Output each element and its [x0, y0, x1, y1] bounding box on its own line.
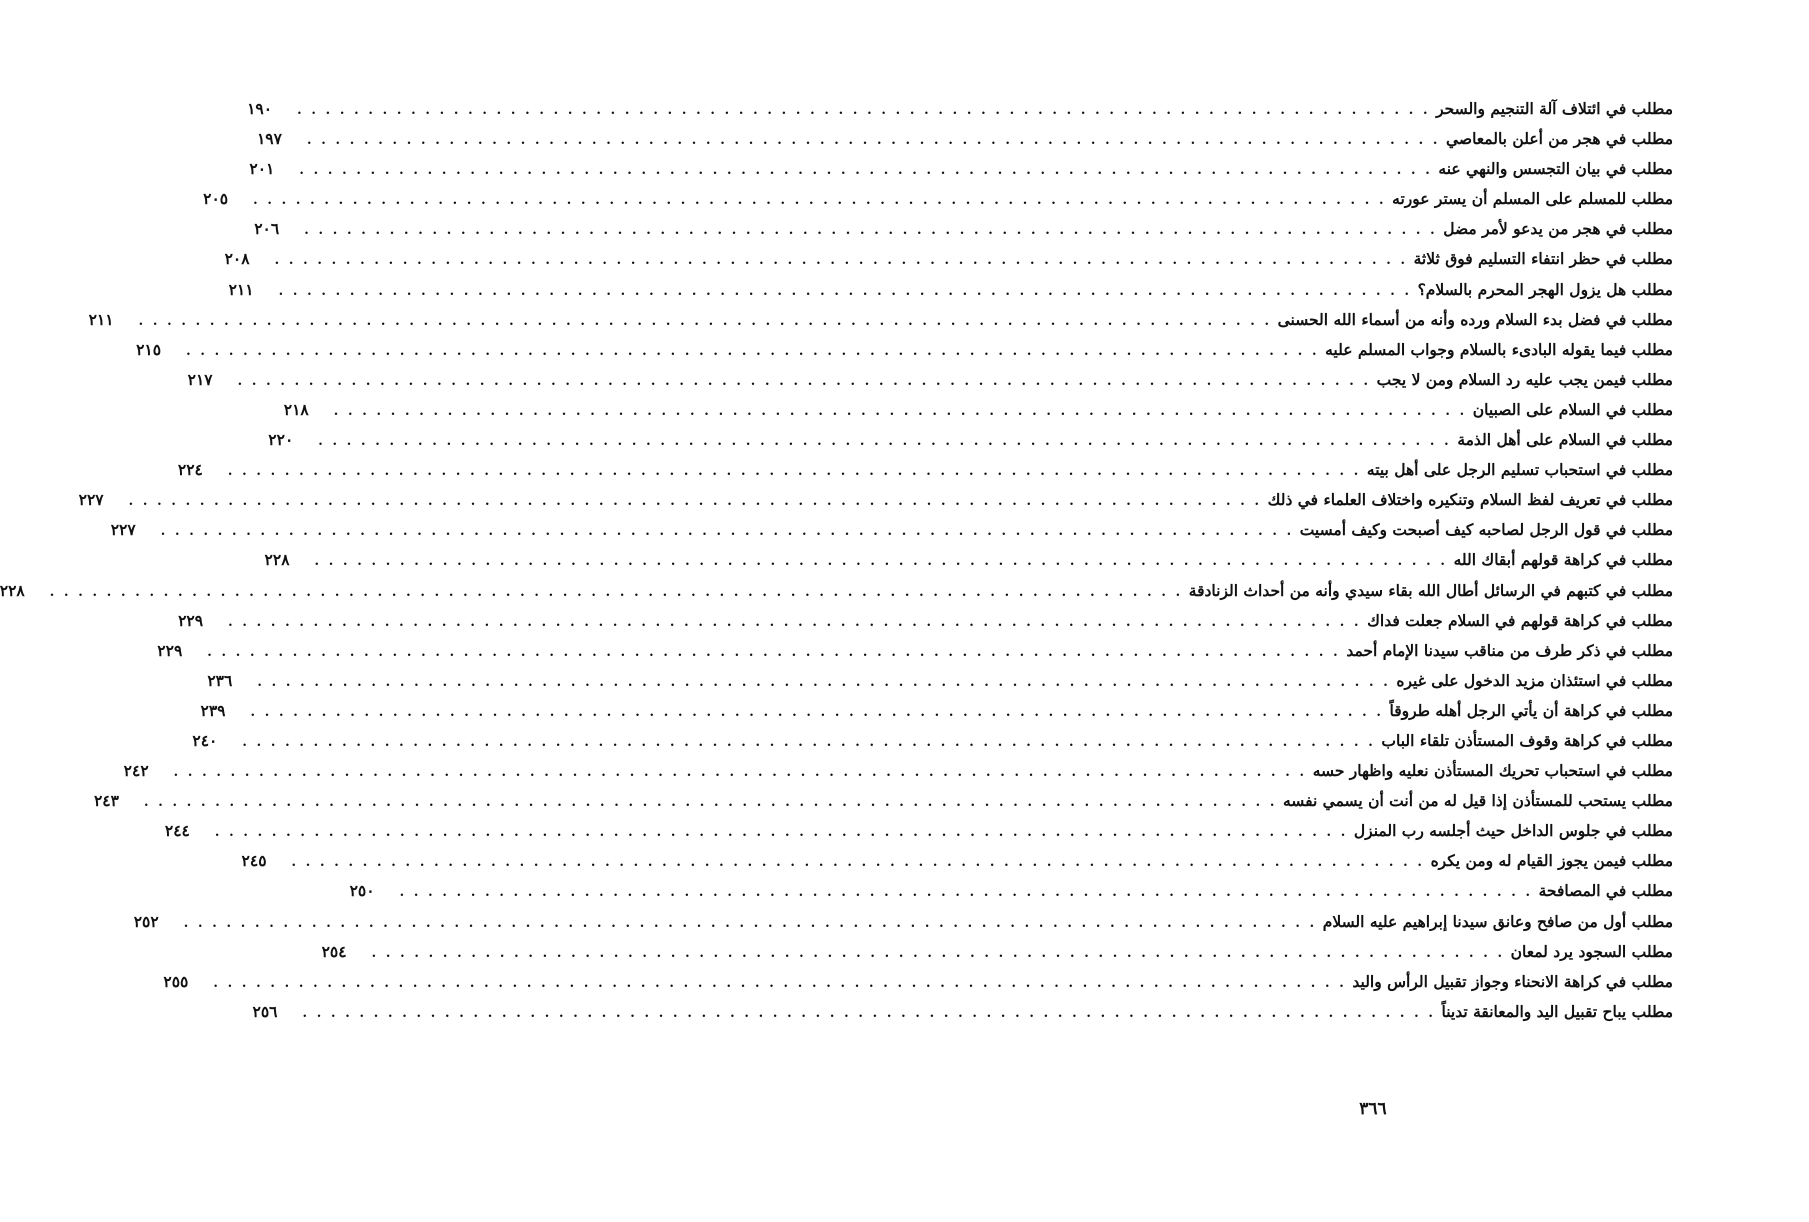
dot-leader: . . . . . . . . . . . . . . . . . . . . . . . . . . . . . . . . . . . . . . . . . . . . . . . . . . . . . . . . . . . . . . . . . . . . . . . . . . . . . . . .	[257, 674, 1391, 690]
dot-leader: . . . . . . . . . . . . . . . . . . . . . . . . . . . . . . . . . . . . . . . . . . . . . . . . . . . . . . . . . . . . . . . . . . . . . . . . . . . . . . . .	[299, 163, 1433, 179]
dot-leader: . . . . . . . . . . . . . . . . . . . . . . . . . . . . . . . . . . . . . . . . . . . . . . . . . . . . . . . . . . . . . . . . . . . . . . . . . . . . . . . .	[213, 975, 1347, 991]
dot-leader: . . . . . . . . . . . . . . . . . . . . . . . . . . . . . . . . . . . . . . . . . . . . . . . . . . . . . . . . . . . . . . . . . . . . . . . . . . . . . . . .	[138, 313, 1272, 329]
toc-entry-title: مطلب في استئذان مزيد الدخول على غيره	[1396, 670, 1673, 690]
dot-leader: . . . . . . . . . . . . . . . . . . . . . . . . . . . . . . . . . . . . . . . . . . . . . . . . . . . . . . . . . . . . . . . . . . . . . . . . . . . . . . . .	[318, 434, 1452, 450]
dot-leader: . . . . . . . . . . . . . . . . . . . . . . . . . . . . . . . . . . . . . . . . . . . . . . . . . . . . . . . . . . . . . . . . . . . . . . . . . . . . . . . .	[304, 223, 1438, 239]
toc-entry-title: مطلب في المصافحة	[1538, 881, 1673, 901]
toc-entry-title: مطلب فيمن يجب عليه رد السلام ومن لا يجب	[1376, 369, 1673, 389]
toc-entry-page: ٢١٥	[136, 339, 162, 359]
toc-entry-page: ٢٣٦	[207, 670, 233, 690]
toc-entry-page: ١٩٠	[247, 99, 273, 118]
dot-leader: . . . . . . . . . . . . . . . . . . . . . . . . . . . . . . . . . . . . . . . . . . . . . . . . . . . . . . . . . . . . . . . . . . . . . . . . . . . . . . . .	[253, 193, 1387, 209]
toc-entry-title: مطلب فيمن يجوز القيام له ومن يكره	[1430, 851, 1673, 871]
toc-entry-page: ٢٤٠	[192, 730, 218, 750]
toc-entry-title: مطلب في السلام على أهل الذمة	[1457, 430, 1673, 450]
toc-entry	[163, 967, 1673, 997]
toc-entry-page: ٢٢٨	[264, 550, 290, 570]
toc-entry	[110, 515, 1673, 545]
toc-entry	[192, 726, 1673, 756]
toc-entry	[247, 94, 1673, 124]
toc-entry-title: مطلب أول من صافح وعانق سيدنا إبراهيم عليه السلام	[1322, 911, 1673, 931]
toc-entry	[254, 214, 1673, 244]
toc-entry-title: مطلب في بيان التجسس والنهي عنه	[1438, 159, 1673, 179]
toc-entry	[88, 305, 1673, 335]
dot-leader: . . . . . . . . . . . . . . . . . . . . . . . . . . . . . . . . . . . . . . . . . . . . . . . . . . . . . . . . . . . . . . . . . . . . . . . . . . . . . . . .	[128, 494, 1262, 510]
dot-leader: . . . . . . . . . . . . . . . . . . . . . . . . . . . . . . . . . . . . . . . . . . . . . . . . . . . . . . . . . . . . . . . . . . . . . . . . . . . . . . . .	[228, 614, 1362, 630]
dot-leader: . . . . . . . . . . . . . . . . . . . . . . . . . . . . . . . . . . . . . . . . . . . . . . . . . . . . . . . . . . . . . . . . . . . . . . . . . . . . . . . .	[291, 855, 1425, 871]
toc-entry-title: مطلب في كراهة الانحناء وجواز تقبيل الرأس واليد	[1352, 971, 1673, 991]
toc-entry-page: ٢٥٢	[133, 911, 159, 931]
dot-leader: . . . . . . . . . . . . . . . . . . . . . . . . . . . . . . . . . . . . . . . . . . . . . . . . . . . . . . . . . . . . . . . . . . . . . . . . . . . . . . . .	[297, 103, 1431, 118]
toc-entry-page: ٢٢٨	[0, 580, 25, 600]
toc-entry-title: مطلب السجود يرد لمعان	[1510, 941, 1673, 961]
toc-entry-page: ٢٢٩	[178, 610, 204, 630]
toc-entry-title: مطلب في هجر من يدعو لأمر مضل	[1443, 219, 1673, 239]
toc-entry-title: مطلب في السلام على الصبيان	[1472, 399, 1673, 419]
toc-entry	[133, 907, 1673, 937]
toc-entry	[321, 937, 1673, 967]
toc-entry-title: مطلب في جلوس الداخل حيث أجلسه رب المنزل	[1353, 821, 1673, 841]
dot-leader: . . . . . . . . . . . . . . . . . . . . . . . . . . . . . . . . . . . . . . . . . . . . . . . . . . . . . . . . . . . . . . . . . . . . . . . . . . . . . . . .	[237, 373, 1371, 389]
dot-leader: . . . . . . . . . . . . . . . . . . . . . . . . . . . . . . . . . . . . . . . . . . . . . . . . . . . . . . . . . . . . . . . . . . . . . . . . . . . . . . . .	[371, 945, 1505, 961]
toc-entry	[224, 244, 1673, 274]
toc-entry-page: ٢٥٠	[349, 881, 375, 901]
toc-entry-page: ٢٠٥	[203, 189, 229, 209]
toc-entry-page: ٢١١	[88, 309, 114, 329]
toc-entry	[157, 636, 1673, 666]
table-of-contents	[0, 94, 1673, 1027]
toc-entry	[252, 997, 1673, 1027]
dot-leader: . . . . . . . . . . . . . . . . . . . . . . . . . . . . . . . . . . . . . . . . . . . . . . . . . . . . . . . . . . . . . . . . . . . . . . . . . . . . . . . .	[302, 1005, 1436, 1021]
toc-entry-title: مطلب في كراهة أن يأتي الرجل أهله طروقاً	[1389, 700, 1673, 720]
toc-entry	[241, 846, 1673, 876]
toc-entry-page: ٢٢٠	[268, 430, 294, 450]
dot-leader: . . . . . . . . . . . . . . . . . . . . . . . . . . . . . . . . . . . . . . . . . . . . . . . . . . . . . . . . . . . . . . . . . . . . . . . . . . . . . . . .	[314, 554, 1448, 570]
toc-entry-page: ٢٤٥	[241, 851, 267, 871]
toc-entry	[256, 124, 1673, 154]
toc-entry	[187, 365, 1673, 395]
toc-entry-page: ٢٤٢	[123, 761, 149, 781]
toc-entry-title: مطلب يستحب للمستأذن إذا قيل له من أنت أن يسمي نفسه	[1282, 791, 1673, 811]
toc-entry	[136, 335, 1673, 365]
toc-entry-title: مطلب في كراهة قولهم في السلام جعلت فداك	[1367, 610, 1673, 630]
toc-entry	[177, 455, 1673, 485]
toc-entry	[178, 606, 1673, 636]
dot-leader: . . . . . . . . . . . . . . . . . . . . . . . . . . . . . . . . . . . . . . . . . . . . . . . . . . . . . . . . . . . . . . . . . . . . . . . . . . . . . . . .	[250, 704, 1384, 720]
toc-entry	[349, 876, 1673, 906]
toc-entry-page: ٢٥٤	[321, 941, 347, 961]
toc-entry-page: ٢٢٧	[110, 520, 136, 540]
toc-entry-page: ٢٢٧	[78, 490, 104, 510]
toc-entry-page: ٢٥٦	[252, 1001, 278, 1021]
toc-entry-page: ٢٤٣	[93, 791, 119, 811]
dot-leader: . . . . . . . . . . . . . . . . . . . . . . . . . . . . . . . . . . . . . . . . . . . . . . . . . . . . . . . . . . . . . . . . . . . . . . . . . . . . . . . .	[227, 464, 1361, 480]
toc-entry-title: مطلب في استحباب تسليم الرجل على أهل بيته	[1366, 460, 1673, 480]
toc-entry	[268, 425, 1673, 455]
toc-entry-title: مطلب في استحباب تحريك المستأذن نعليه واظهار حسه	[1312, 761, 1673, 781]
toc-entry-page: ٢٣٩	[200, 700, 226, 720]
toc-entry	[283, 395, 1673, 425]
dot-leader: . . . . . . . . . . . . . . . . . . . . . . . . . . . . . . . . . . . . . . . . . . . . . . . . . . . . . . . . . . . . . . . . . . . . . . . . . . . . . . . .	[143, 795, 1277, 811]
toc-entry-page: ٢٤٤	[164, 821, 190, 841]
toc-entry-title: مطلب هل يزول الهجر المحرم بالسلام؟	[1417, 279, 1673, 299]
dot-leader: . . . . . . . . . . . . . . . . . . . . . . . . . . . . . . . . . . . . . . . . . . . . . . . . . . . . . . . . . . . . . . . . . . . . . . . . . . . . . . . .	[242, 734, 1376, 750]
toc-entry-title: مطلب يباح تقبيل اليد والمعانقة تديناً	[1441, 1001, 1673, 1021]
dot-leader: . . . . . . . . . . . . . . . . . . . . . . . . . . . . . . . . . . . . . . . . . . . . . . . . . . . . . . . . . . . . . . . . . . . . . . . . . . . . . . . .	[173, 765, 1307, 781]
dot-leader: . . . . . . . . . . . . . . . . . . . . . . . . . . . . . . . . . . . . . . . . . . . . . . . . . . . . . . . . . . . . . . . . . . . . . . . . . . . . . . . .	[274, 253, 1408, 269]
toc-entry-page: ٢١١	[228, 279, 254, 299]
dot-leader: . . . . . . . . . . . . . . . . . . . . . . . . . . . . . . . . . . . . . . . . . . . . . . . . . . . . . . . . . . . . . . . . . . . . . . . . . . . . . . . .	[207, 644, 1341, 660]
dot-leader: . . . . . . . . . . . . . . . . . . . . . . . . . . . . . . . . . . . . . . . . . . . . . . . . . . . . . . . . . . . . . . . . . . . . . . . . . . . . . . . .	[278, 283, 1412, 299]
toc-entry-page: ٢١٧	[187, 369, 213, 389]
toc-entry-title: مطلب في كراهة وقوف المستأذن تلقاء الباب	[1381, 730, 1673, 750]
toc-entry-page: ٢٢٩	[157, 640, 183, 660]
toc-entry-title: مطلب في هجر من أعلن بالمعاصي	[1446, 129, 1673, 149]
toc-entry-page: ٢٠١	[249, 159, 275, 179]
toc-entry-title: مطلب في كتبهم في الرسائل أطال الله بقاء سيدي وأنه من أحداث الزنادقة	[1188, 580, 1673, 600]
dot-leader: . . . . . . . . . . . . . . . . . . . . . . . . . . . . . . . . . . . . . . . . . . . . . . . . . . . . . . . . . . . . . . . . . . . . . . . . . . . . . . . .	[183, 915, 1317, 931]
toc-entry	[264, 545, 1673, 575]
toc-entry	[207, 666, 1673, 696]
toc-entry	[228, 275, 1673, 305]
toc-entry	[0, 576, 1673, 606]
toc-entry-title: مطلب للمسلم على المسلم أن يستر عورته	[1392, 189, 1673, 209]
toc-entry	[123, 756, 1673, 786]
toc-entry	[203, 184, 1673, 214]
toc-entry	[93, 786, 1673, 816]
toc-entry-page: ٢٢٤	[177, 460, 203, 480]
dot-leader: . . . . . . . . . . . . . . . . . . . . . . . . . . . . . . . . . . . . . . . . . . . . . . . . . . . . . . . . . . . . . . . . . . . . . . . . . . . . . . . .	[399, 885, 1533, 901]
toc-entry-page: ٢٥٥	[163, 971, 189, 991]
toc-entry-title: مطلب في فضل بدء السلام ورده وأنه من أسماء الله الحسنى	[1277, 309, 1673, 329]
dot-leader: . . . . . . . . . . . . . . . . . . . . . . . . . . . . . . . . . . . . . . . . . . . . . . . . . . . . . . . . . . . . . . . . . . . . . . . . . . . . . . . .	[160, 524, 1294, 540]
toc-entry-page: ٢٠٦	[254, 219, 280, 239]
toc-entry-page: ١٩٧	[256, 129, 282, 149]
toc-entry-title: مطلب في كراهة قولهم أبقاك الله	[1453, 550, 1673, 570]
toc-entry-title: مطلب في ذكر طرف من مناقب سيدنا الإمام أحمد	[1346, 640, 1673, 660]
toc-entry-page: ٢٠٨	[224, 249, 250, 269]
toc-entry-page: ٢١٨	[283, 399, 309, 419]
toc-entry-title: مطلب فيما يقوله البادىء بالسلام وجواب المسلم عليه	[1325, 339, 1673, 359]
toc-entry-title: مطلب في تعريف لفظ السلام وتنكيره واختلاف العلماء في ذلك	[1267, 490, 1673, 510]
toc-entry	[164, 816, 1673, 846]
dot-leader: . . . . . . . . . . . . . . . . . . . . . . . . . . . . . . . . . . . . . . . . . . . . . . . . . . . . . . . . . . . . . . . . . . . . . . . . . . . . . . . .	[214, 825, 1348, 841]
dot-leader: . . . . . . . . . . . . . . . . . . . . . . . . . . . . . . . . . . . . . . . . . . . . . . . . . . . . . . . . . . . . . . . . . . . . . . . . . . . . . . . .	[306, 133, 1440, 149]
dot-leader: . . . . . . . . . . . . . . . . . . . . . . . . . . . . . . . . . . . . . . . . . . . . . . . . . . . . . . . . . . . . . . . . . . . . . . . . . . . . . . . .	[333, 403, 1467, 419]
dot-leader: . . . . . . . . . . . . . . . . . . . . . . . . . . . . . . . . . . . . . . . . . . . . . . . . . . . . . . . . . . . . . . . . . . . . . . . . . . . . . . . .	[49, 584, 1183, 600]
toc-entry-title: مطلب في حظر انتفاء التسليم فوق ثلاثة	[1413, 249, 1673, 269]
toc-entry-title: مطلب في ائتلاف آلة التنجيم والسحر	[1436, 99, 1673, 118]
page-number: ٣٦٦	[1359, 1099, 1387, 1119]
toc-entry	[249, 154, 1673, 184]
toc-entry	[200, 696, 1673, 726]
toc-entry	[78, 485, 1673, 515]
toc-entry-title: مطلب في قول الرجل لصاحبه كيف أصبحت وكيف أمسيت	[1299, 520, 1673, 540]
dot-leader: . . . . . . . . . . . . . . . . . . . . . . . . . . . . . . . . . . . . . . . . . . . . . . . . . . . . . . . . . . . . . . . . . . . . . . . . . . . . . . . .	[186, 343, 1320, 359]
